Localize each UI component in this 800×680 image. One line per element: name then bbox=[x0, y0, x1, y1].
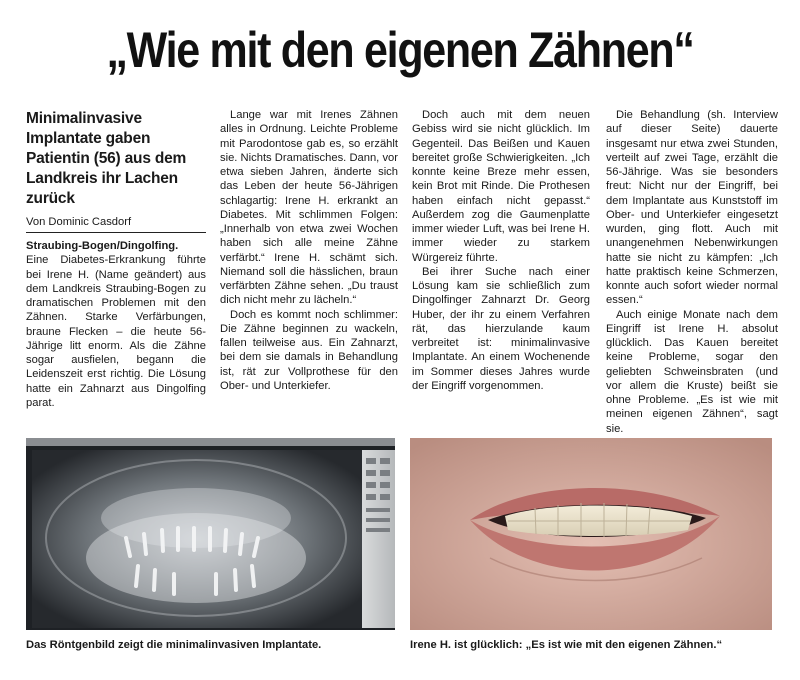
xray-image bbox=[26, 438, 395, 630]
body-paragraph: Bei ihrer Suche nach einer Lösung kam sie schließlich zum Dingolfinger Zahnarzt Dr. Georg Huber, der ihr zu einem Verfahren rät, das hierzulande kaum verbreitet ist: minimalinvasive Implantate. An einem Wochenende im Sommer dieses Jahres wurde der Eingriff vorgenommen. bbox=[412, 265, 590, 392]
lead-paragraph bbox=[26, 239, 206, 410]
smile-image bbox=[410, 438, 772, 630]
xray-caption: Das Röntgenbild zeigt die minimalinvasiven Implantate. bbox=[26, 639, 322, 651]
lead-text: Eine Diabetes-Erkrankung führte bei Irene H. (Name geändert) aus dem Landkreis Straubing-Bogen zu dramatischen Problemen mit den Zähnen. Starke Verfärbungen, braune Flecken – die heute 56-Jährige litt enorm. Als die Zähne sogar ausfielen, begann die Leidenszeit erst richtig. Die Lösung hatte ein Zahnarzt aus Dingolfing parat. bbox=[26, 254, 206, 409]
headline: „Wie mit den eigenen Zähnen“ bbox=[106, 22, 694, 78]
article-column-1 bbox=[26, 108, 206, 410]
smile-photo bbox=[410, 438, 772, 630]
body-paragraph: Doch es kommt noch schlimmer: Die Zähne beginnen zu wackeln, fallen teilweise aus. Ein Zahnarzt, bei dem sie damals in Behandlung ist, rät zur Vollprothese für den Ober- und Unterkiefer. bbox=[220, 308, 398, 392]
article-column-3 bbox=[412, 108, 590, 393]
dateline: Straubing-Bogen/Dingolfing. bbox=[26, 240, 179, 252]
body-paragraph: Auch einige Monate nach dem Eingriff ist Irene H. absolut glücklich. Das Kauen bereitet keine Probleme, sogar den geliebten Schweinsbraten (und vor allem die Kruste) beißt sie ohne Probleme. „Es ist wie mit meinen eigenen Zähnen“, sagt sie. bbox=[606, 308, 778, 435]
body-paragraph: Doch auch mit dem neuen Gebiss wird sie nicht glücklich. Im Gegenteil. Das Beißen und Kauen bereitet große Schwierigkeiten. „Ich konnte keine Breze mehr essen, kein Brot mit Rinde. Die Prothesen haben einfach nicht gepasst.“ Außerdem zog die Gaumenplatte immer wieder Luft, was bei Irene H. immer wieder zu starkem Würgereiz führte. bbox=[412, 109, 590, 264]
article-column-4 bbox=[606, 108, 778, 436]
subheadline: Minimalinvasive Implantate gaben Patientin (56) aus dem Landkreis ihr Lachen zurück bbox=[26, 110, 187, 207]
xray-photo bbox=[26, 438, 395, 630]
smile-caption: Irene H. ist glücklich: „Es ist wie mit den eigenen Zähnen.“ bbox=[410, 639, 723, 651]
article-column-2 bbox=[220, 108, 398, 393]
body-paragraph: Die Behandlung (sh. Interview auf dieser Seite) dauerte insgesamt nur etwa zwei Stunden, verteilt auf zwei Tage, erzählt die 56-Jährige. Was sie besonders freut: Nicht nur der Eingriff, bei dem Implantate aus Kunststoff im Ober- und Unterkiefer eingesetzt wurden, ging flott. Auch mit unangenehmen Nebenwirkungen hatte sie nicht zu kämpfen: „Ich hatte praktisch keine Schmerzen, konnte auch sofort wieder normal essen.“ bbox=[606, 109, 778, 307]
byline: Von Dominic Casdorf bbox=[26, 215, 206, 233]
body-paragraph: Lange war mit Irenes Zähnen alles in Ordnung. Leichte Probleme mit Parodontose gab es, so erzählt sie. Nichts Dramatisches. Dann, vor etwa sieben Jahren, änderte sich das Leben der heute 56-Jährigen schlagartig: Irene H. erkrankt an Diabetes. Mit schlimmen Folgen: „Innerhalb von etwa zwei Wochen haben sich alle meine Zähne verfärbt.“ Irene H. schämt sich. Niemand soll die hässlichen, braun verfärbten Zähne sehen. „Du traust dich nicht mehr zu lächeln.“ bbox=[220, 109, 398, 307]
